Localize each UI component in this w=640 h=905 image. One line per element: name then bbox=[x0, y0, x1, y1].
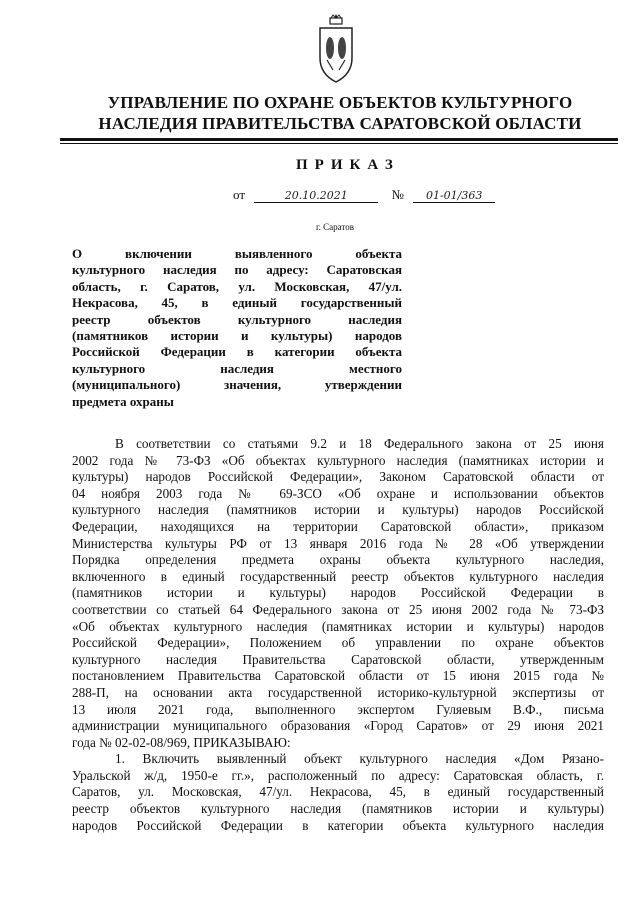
body-line: Федерации, находящихся на территории Саратовской области», приказом bbox=[72, 518, 604, 534]
body-line: постановлением Правительства Саратовской области от 15 июня 2015 года № bbox=[72, 668, 604, 684]
body-line: реестр объектов культурного наследия (памятников истории и культуры) bbox=[72, 801, 604, 817]
number-value: 01-01/363 bbox=[413, 189, 495, 203]
body-line: Уральской ж/д, 1950-е гг.», расположенный по адресу: Саратовская область, г. bbox=[72, 767, 604, 783]
subject-line: Некрасова, 45, в единый государственный bbox=[72, 295, 402, 311]
subject-line: предмета охраны bbox=[72, 393, 174, 409]
body-line: 288-П, на основании акта государственной историко-культурной экспертизы от bbox=[72, 684, 604, 700]
subject-line: реестр объектов культурного наследия bbox=[72, 311, 402, 327]
body-line: Порядка определения предмета охраны объекта культурного наследия, bbox=[72, 552, 604, 568]
subject-line: (муниципального) значения, утверждении bbox=[72, 377, 402, 393]
body-line: Саратов, ул. Московская, 47/ул. Некрасова, 45, в единый государственный bbox=[72, 784, 604, 800]
body-line: 1. Включить выявленный объект культурного наследия «Дом Рязано- bbox=[115, 751, 604, 767]
order-subject bbox=[72, 246, 402, 410]
body-line: 2002 года № 73-ФЗ «Об объектах культурного наследия (памятниках истории и bbox=[72, 452, 604, 468]
body-line: года № 02-02-08/969, ПРИКАЗЫВАЮ: bbox=[72, 734, 291, 750]
order-body-text bbox=[72, 436, 604, 834]
order-date-number-line bbox=[233, 187, 495, 205]
date-label: от bbox=[233, 187, 246, 202]
subject-line: область, г. Саратов, ул. Московская, 47/ул. bbox=[72, 278, 402, 294]
body-line: Министерства культуры РФ от 13 января 2016 года № 28 «Об утверждении bbox=[72, 535, 604, 551]
organization-name-line-1: УПРАВЛЕНИЕ ПО ОХРАНЕ ОБЪЕКТОВ КУЛЬТУРНОГО bbox=[107, 93, 573, 112]
subject-line: культурного наследия по адресу: Саратовская bbox=[72, 262, 402, 278]
date-value: 20.10.2021 bbox=[254, 189, 378, 203]
number-label: № bbox=[391, 187, 404, 202]
body-line: культурного наследия (памятников истории и культуры) народов Российской bbox=[72, 502, 604, 518]
subject-line: Российской Федерации в категории объекта bbox=[72, 344, 402, 360]
header-divider-thick bbox=[60, 138, 618, 141]
body-line: культурного наследия Правительства Саратовской области, утвержденным bbox=[72, 651, 604, 667]
body-line: 13 июля 2021 года, выполненного экспертом Гуляевым В.Ф., письма bbox=[72, 701, 604, 717]
subject-line: культурного наследия местного bbox=[72, 360, 402, 376]
body-line: 04 ноября 2003 года № 69-ЗСО «Об охране и использовании объектов bbox=[72, 485, 604, 501]
body-line: народов Российской Федерации в категории объекта культурного наследия bbox=[72, 817, 604, 833]
body-line: включенного в единый государственный реестр объектов культурного наследия bbox=[72, 568, 604, 584]
header-divider-thin bbox=[60, 143, 618, 144]
city-label: г. Саратов bbox=[316, 222, 354, 232]
organization-name-line-2: НАСЛЕДИЯ ПРАВИТЕЛЬСТВА САРАТОВСКОЙ ОБЛАСТИ bbox=[98, 114, 582, 133]
body-line: культуры) народов Российской Федерации», Законом Саратовской области от bbox=[72, 469, 604, 485]
body-line: (памятников истории и культуры) народов Российской Федерации в bbox=[72, 585, 604, 601]
body-line: Российской Федерации», Положением об управлении по охране объектов bbox=[72, 635, 604, 651]
body-line: администрации муниципального образования «Город Саратов» от 29 июня 2021 bbox=[72, 718, 604, 734]
body-line: В соответствии со статьями 9.2 и 18 Федерального закона от 25 июня bbox=[115, 436, 604, 451]
subject-line: (памятников истории и культуры) народов bbox=[72, 328, 402, 344]
body-line: «Об объектах культурного наследия (памятниках истории и культуры) народов bbox=[72, 618, 604, 634]
document-title: ПРИКАЗ bbox=[296, 157, 400, 173]
saratov-coat-of-arms-emblem bbox=[316, 12, 356, 88]
subject-line: О включении выявленного объекта bbox=[72, 246, 402, 261]
body-line: соответствии со статьей 64 Федерального закона от 25 июня 2002 года № 73-ФЗ bbox=[72, 601, 604, 617]
